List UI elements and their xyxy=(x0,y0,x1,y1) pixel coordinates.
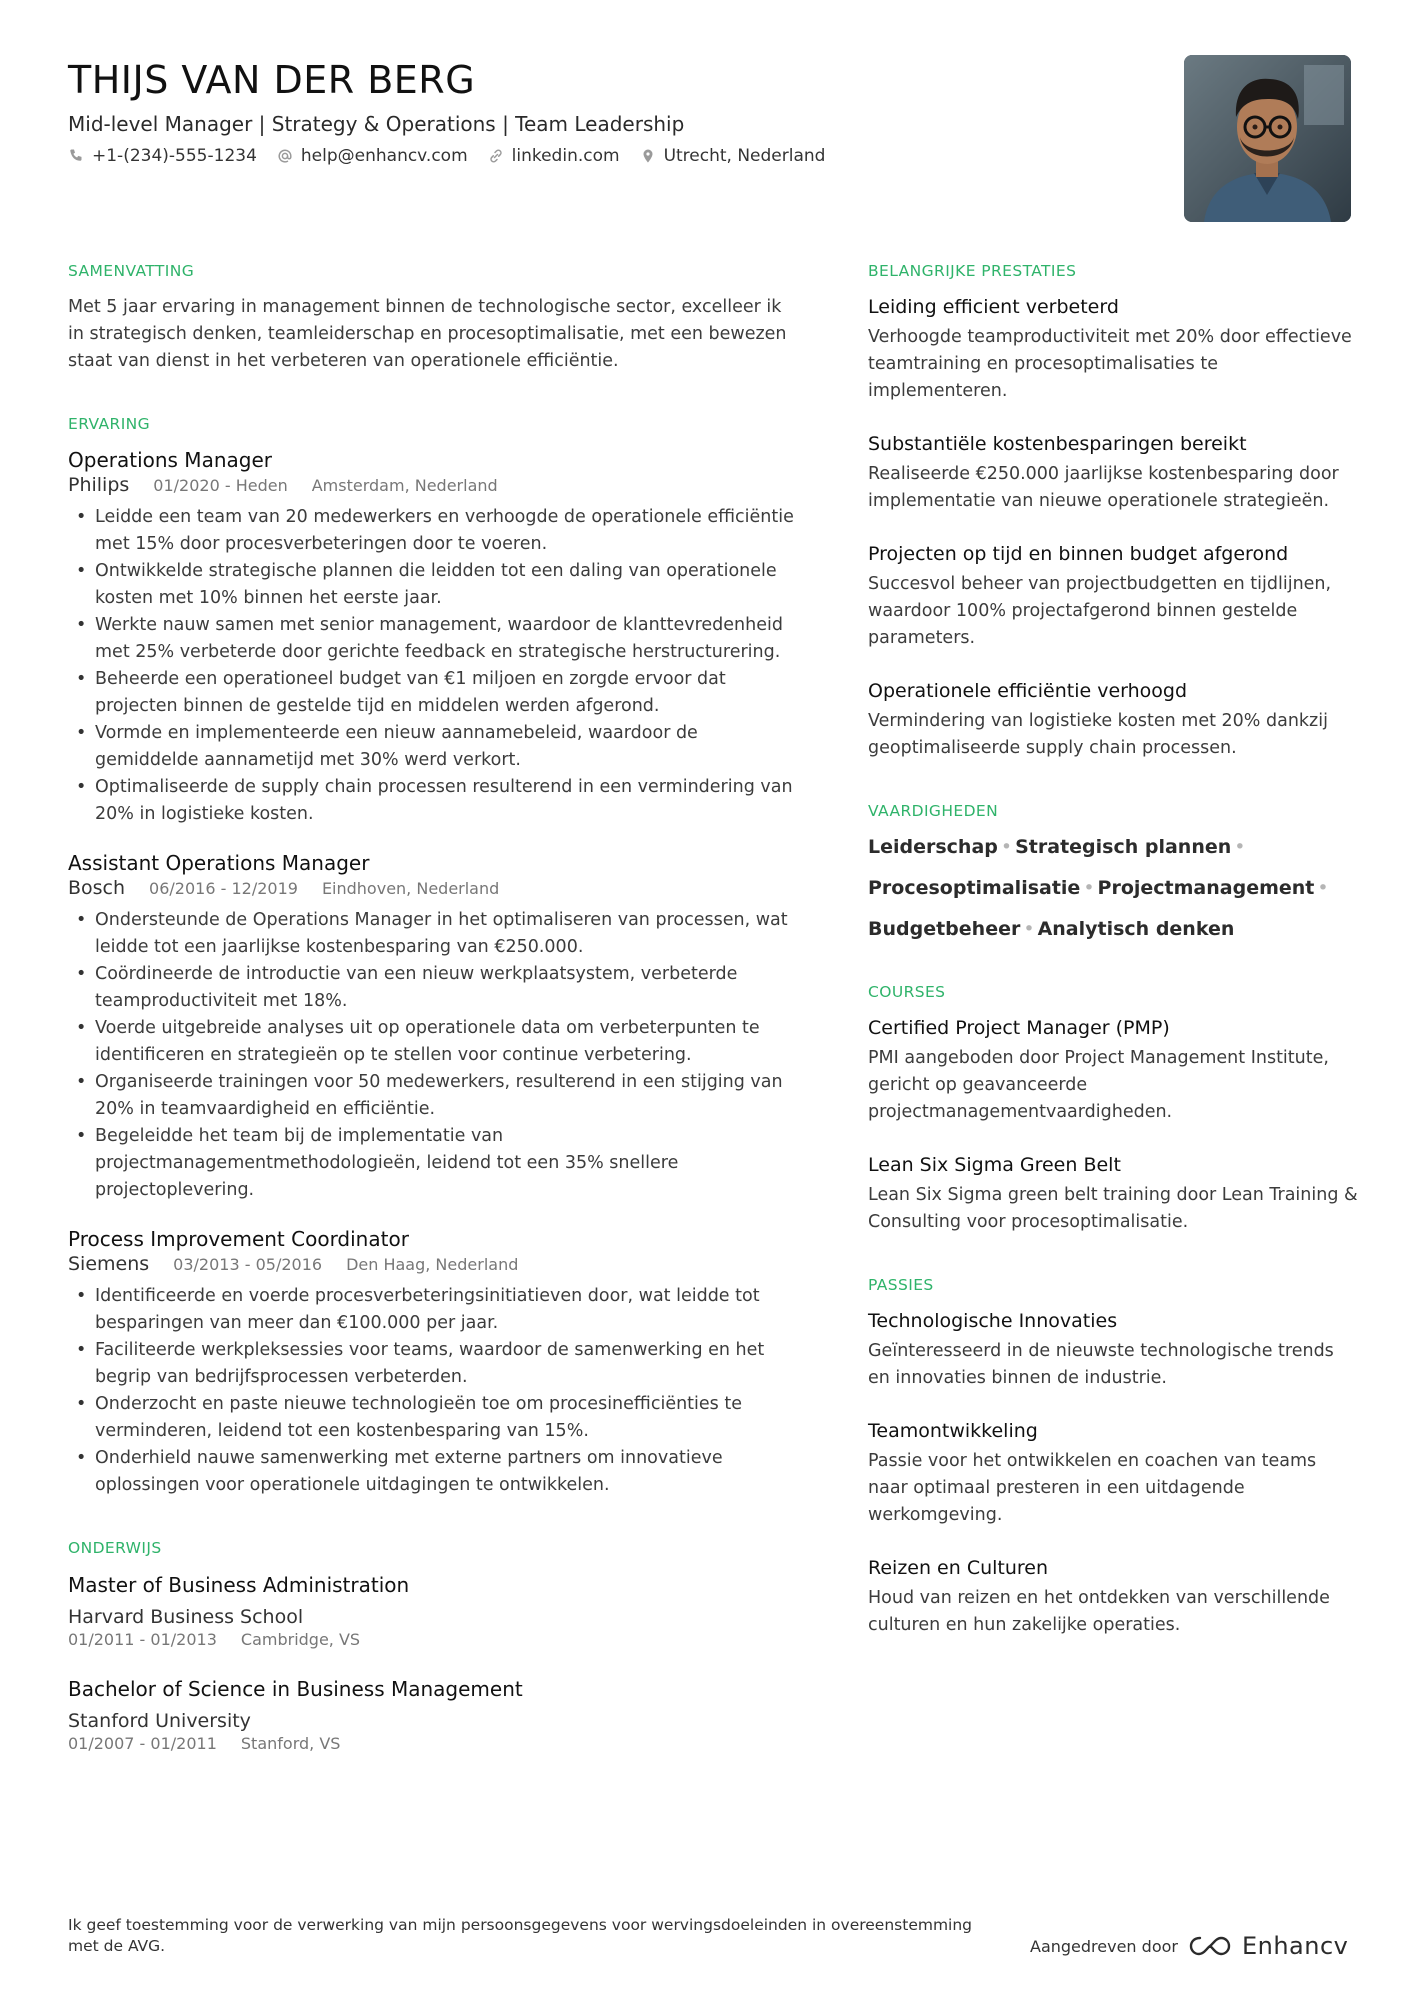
summary-section xyxy=(68,262,798,375)
education-school: Harvard Business School xyxy=(68,1606,304,1628)
job-meta xyxy=(68,474,798,496)
achievement-desc: Verhoogde teamproductiviteit met 20% door effectieve teamtraining en procesoptimalisaties te implementeren. xyxy=(868,327,1352,401)
achievement-title: Operationele efficiëntie verhoogd xyxy=(868,680,1188,702)
bullet-item: • Faciliteerde werkpleksessies voor teams, waardoor de samenwerking en het begrip van bedrijfsprocessen verbeterden. xyxy=(68,1337,798,1391)
job-dates: 01/2020 - Heden xyxy=(153,476,288,495)
resume-header xyxy=(68,56,1168,166)
experience-section xyxy=(68,415,798,1499)
achievement-desc: Realiseerde €250.000 jaarlijkse kostenbesparing door implementatie van nieuwe operationele strategieën. xyxy=(868,464,1339,511)
achievement-title: Projecten op tijd en binnen budget afgerond xyxy=(868,543,1289,565)
passion-desc: Geïnteresseerd in de nieuwste technologische trends en innovaties binnen de industrie. xyxy=(868,1341,1334,1388)
skill-tag: Procesoptimalisatie xyxy=(868,877,1081,899)
achievement-item xyxy=(868,294,1358,405)
course-title: Certified Project Manager (PMP) xyxy=(868,1017,1170,1039)
link-icon xyxy=(488,148,504,164)
job-company: Siemens xyxy=(68,1253,150,1275)
section-title-passions: PASSIES xyxy=(868,1276,934,1294)
contact-linkedin[interactable] xyxy=(488,146,620,166)
avatar-portrait xyxy=(1184,55,1351,222)
education-school: Stanford University xyxy=(68,1710,251,1732)
passion-title: Reizen en Culturen xyxy=(868,1557,1049,1579)
education-entry xyxy=(68,1571,798,1649)
achievement-title: Leiding efficient verbeterd xyxy=(868,296,1119,318)
education-location: Stanford, VS xyxy=(240,1734,341,1753)
phone-text: +1-(234)-555-1234 xyxy=(92,146,257,166)
skill-tag: Analytisch denken xyxy=(1037,918,1235,940)
education-dates: 01/2011 - 01/2013 xyxy=(68,1630,217,1649)
skill-tag: Strategisch plannen xyxy=(1015,836,1232,858)
job-location: Amsterdam, Nederland xyxy=(311,476,498,495)
skills-row: Procesoptimalisatie • Projectmanagement • xyxy=(868,877,1329,899)
location-text: Utrecht, Nederland xyxy=(663,146,826,166)
bullet-item: • Ondersteunde de Operations Manager in het optimaliseren van processen, wat leidde tot een jaarlijkse kostenbesparing van €250.000. xyxy=(68,907,798,961)
achievement-item xyxy=(868,541,1358,652)
job-location: Den Haag, Nederland xyxy=(346,1255,519,1274)
section-title-education: ONDERWIJS xyxy=(68,1539,162,1557)
bullet-item: • Ontwikkelde strategische plannen die leidden tot een daling van operationele kosten met 10% binnen het eerste jaar. xyxy=(68,558,798,612)
profile-photo xyxy=(1184,55,1351,222)
phone-icon xyxy=(68,148,84,164)
bullet-item: • Begeleidde het team bij de implementatie van projectmanagementmethodologieën, leidend tot een 35% snellere projectoplevering. xyxy=(68,1123,798,1204)
consent-footer: Ik geef toestemming voor de verwerking van mijn persoonsgegevens voor wervingsdoeleinden in overeenstemming met de AVG. xyxy=(68,1916,973,1955)
job-title: Operations Manager xyxy=(68,448,272,472)
brand-name: Enhancv xyxy=(1241,1932,1349,1960)
education-section xyxy=(68,1539,798,1753)
education-dates: 01/2007 - 01/2011 xyxy=(68,1734,217,1753)
bullet-item: • Optimaliseerde de supply chain processen resulterend in een vermindering van 20% in logistieke kosten. xyxy=(68,774,798,828)
job-dates: 06/2016 - 12/2019 xyxy=(149,879,298,898)
course-desc: PMI aangeboden door Project Management Institute, gericht op geavanceerde projectmanagementvaardigheden. xyxy=(868,1048,1329,1122)
bullet-item: • Leidde een team van 20 medewerkers en verhoogde de operationele efficiëntie met 15% door procesverbeteringen door te voeren. xyxy=(68,504,798,558)
contact-phone[interactable] xyxy=(68,146,257,166)
education-degree: Bachelor of Science in Business Management xyxy=(68,1677,523,1701)
section-title-courses: COURSES xyxy=(868,983,946,1001)
bullet-item: • Werkte nauw samen met senior management, waardoor de klanttevredenheid met 25% verbeterde door gerichte feedback en strategische herstructurering. xyxy=(68,612,798,666)
job-company: Bosch xyxy=(68,877,126,899)
skills-row: Leiderschap • Strategisch plannen • xyxy=(868,836,1246,858)
passion-title: Technologische Innovaties xyxy=(868,1310,1118,1332)
passion-desc: Passie voor het ontwikkelen en coachen van teams naar optimaal presteren in een uitdagende werkomgeving. xyxy=(868,1451,1317,1525)
job-location: Eindhoven, Nederland xyxy=(321,879,500,898)
section-title-achievements: BELANGRIJKE PRESTATIES xyxy=(868,262,1077,280)
course-desc: Lean Six Sigma green belt training door Lean Training & Consulting voor procesoptimalisatie. xyxy=(868,1185,1358,1232)
education-entry xyxy=(68,1675,798,1753)
bullet-item: • Vormde en implementeerde een nieuw aannamebeleid, waardoor de gemiddelde aannametijd met 30% werd verkort. xyxy=(68,720,798,774)
section-title-summary: SAMENVATTING xyxy=(68,262,195,280)
passion-title: Teamontwikkeling xyxy=(868,1420,1038,1442)
email-text: help@enhancv.com xyxy=(300,146,468,166)
passion-desc: Houd van reizen en het ontdekken van verschillende culturen en hun zakelijke operaties. xyxy=(868,1588,1330,1635)
job-dates: 03/2013 - 05/2016 xyxy=(173,1255,323,1274)
right-column xyxy=(868,262,1358,1679)
job-entry xyxy=(68,1226,798,1499)
achievement-desc: Vermindering van logistieke kosten met 20% dankzij geoptimaliseerde supply chain processen. xyxy=(868,711,1328,758)
location-pin-icon xyxy=(640,148,656,164)
job-entry xyxy=(68,447,798,828)
course-title: Lean Six Sigma Green Belt xyxy=(868,1154,1121,1176)
contact-location xyxy=(640,146,826,166)
education-meta xyxy=(68,1630,798,1649)
section-title-experience: ERVARING xyxy=(68,415,151,433)
passions-section xyxy=(868,1276,1358,1639)
section-title-skills: VAARDIGHEDEN xyxy=(868,802,999,820)
bullet-item: • Onderhield nauwe samenwerking met externe partners om innovatieve oplossingen voor operationele uitdagingen te ontwikkelen. xyxy=(68,1445,798,1499)
job-bullets xyxy=(68,907,798,1204)
achievement-item xyxy=(868,678,1358,762)
enhancv-logo-icon xyxy=(1188,1934,1232,1958)
bullet-item: • Beheerde een operationeel budget van €1 miljoen en zorgde ervoor dat projecten binnen de gestelde tijd en middelen werden afgerond. xyxy=(68,666,798,720)
achievements-section xyxy=(868,262,1358,762)
job-company: Philips xyxy=(68,474,130,496)
achievement-item xyxy=(868,431,1358,515)
course-item xyxy=(868,1152,1358,1236)
education-location: Cambridge, VS xyxy=(240,1630,361,1649)
job-meta xyxy=(68,1253,798,1275)
skills-row: Budgetbeheer • Analytisch denken xyxy=(868,918,1235,940)
passion-item xyxy=(868,1555,1358,1639)
passion-item xyxy=(868,1418,1358,1529)
job-bullets xyxy=(68,1283,798,1499)
contact-row xyxy=(68,146,1168,166)
bullet-item: • Coördineerde de introductie van een nieuw werkplaatsystem, verbeterde teamproductiviteit met 18%. xyxy=(68,961,798,1015)
job-meta xyxy=(68,877,798,899)
achievement-desc: Succesvol beheer van projectbudgetten en tijdlijnen, waardoor 100% projectafgerond binnen gestelde parameters. xyxy=(868,574,1332,648)
skills-section xyxy=(868,802,1358,943)
powered-by-label: Aangedreven door xyxy=(1030,1936,1178,1956)
skill-tag: Leiderschap xyxy=(868,836,998,858)
education-meta xyxy=(68,1734,798,1753)
linkedin-text: linkedin.com xyxy=(511,146,620,166)
job-title: Process Improvement Coordinator xyxy=(68,1227,409,1251)
job-entry xyxy=(68,850,798,1204)
bullet-item: • Onderzocht en paste nieuwe technologieën toe om procesinefficiënties te verminderen, leidend tot een kostenbesparing van 15%. xyxy=(68,1391,798,1445)
skill-tag: Projectmanagement xyxy=(1097,877,1315,899)
job-title: Assistant Operations Manager xyxy=(68,851,370,875)
skill-tag: Budgetbeheer xyxy=(868,918,1021,940)
contact-email[interactable] xyxy=(277,146,468,166)
education-degree: Master of Business Administration xyxy=(68,1573,410,1597)
job-bullets xyxy=(68,504,798,828)
achievement-title: Substantiële kostenbesparingen bereikt xyxy=(868,433,1247,455)
bullet-item: • Organiseerde trainingen voor 50 medewerkers, resulterend in een stijging van 20% in teamvaardigheid en efficiëntie. xyxy=(68,1069,798,1123)
left-column xyxy=(68,262,798,1793)
bullet-item: • Voerde uitgebreide analyses uit op operationele data om verbeterpunten te identificeren en strategieën op te stellen voor continue verbetering. xyxy=(68,1015,798,1069)
candidate-name: THIJS VAN DER BERG xyxy=(68,58,476,102)
bullet-item: • Identificeerde en voerde procesverbeteringsinitiatieven door, wat leidde tot besparingen van meer dan €100.000 per jaar. xyxy=(68,1283,798,1337)
at-icon xyxy=(277,148,293,164)
powered-by[interactable] xyxy=(1030,1932,1348,1960)
courses-section xyxy=(868,983,1358,1236)
candidate-headline: Mid-level Manager | Strategy & Operations | Team Leadership xyxy=(68,112,685,136)
course-item xyxy=(868,1015,1358,1126)
summary-text: Met 5 jaar ervaring in management binnen de technologische sector, excelleer ik in strategisch denken, teamleiderschap en procesoptimalisatie, met een bewezen staat van dienst in het verbeteren van operationele efficiëntie. xyxy=(68,297,787,371)
passion-item xyxy=(868,1308,1358,1392)
